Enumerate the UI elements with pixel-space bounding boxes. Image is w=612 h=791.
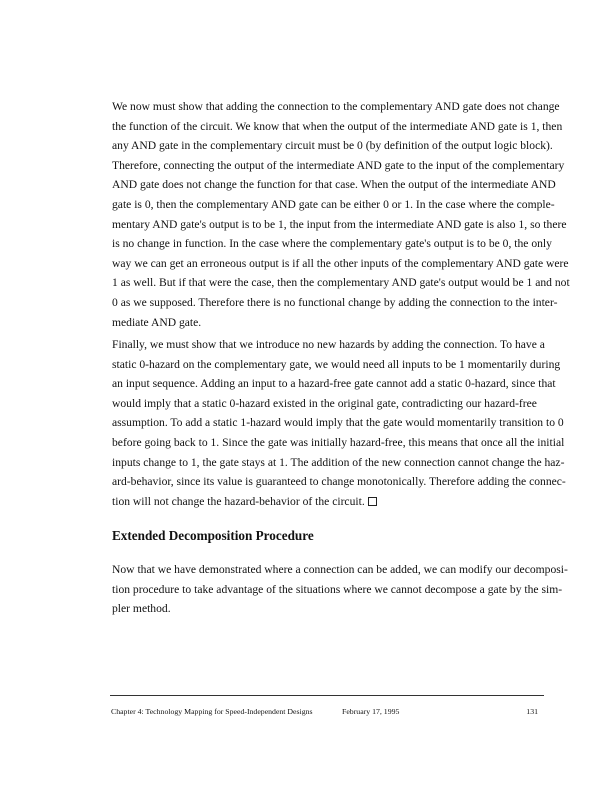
text-line-content: would imply that a static 0-hazard existed in the original gate, contradicting our hazard-free bbox=[112, 396, 537, 410]
text-line-content: Now that we have demonstrated where a connection can be added, we can modify our decomposi- bbox=[112, 563, 568, 576]
text-line bbox=[112, 338, 545, 352]
text-line bbox=[112, 237, 552, 251]
text-line-content: the function of the circuit. We know that when the output of the intermediate AND gate is 1, then bbox=[112, 119, 563, 133]
text-line bbox=[112, 119, 563, 134]
page-number: 131 bbox=[526, 707, 538, 716]
text-line bbox=[112, 396, 537, 411]
text-line bbox=[112, 563, 568, 577]
section-heading: Extended Decomposition Procedure bbox=[112, 528, 314, 543]
text-line bbox=[112, 475, 566, 489]
text-line bbox=[112, 217, 567, 232]
text-line bbox=[112, 198, 555, 212]
text-line-content: mentary AND gate's output is to be 1, the input from the intermediate AND gate is also 1, so there bbox=[112, 217, 567, 231]
text-line bbox=[112, 582, 563, 597]
text-line bbox=[112, 495, 534, 509]
text-line-content: ard-behavior, since its value is guaranteed to change monotonically. Therefore adding the connec- bbox=[112, 475, 566, 489]
text-line-content: inputs change to 1, the gate stays at 1. The addition of the new connection cannot change the haz- bbox=[112, 455, 565, 469]
text-line bbox=[112, 256, 569, 271]
text-line bbox=[112, 455, 565, 470]
end-of-proof-icon bbox=[368, 497, 377, 506]
text-line bbox=[112, 436, 565, 450]
text-line-content: gate is 0, then the complementary AND gate can be either 0 or 1. In the case where the comple- bbox=[112, 198, 555, 211]
text-line-content: 1 as well. But if that were the case, then the complementary AND gate's output would be 1 and not bbox=[112, 276, 570, 290]
text-line-content: mediate AND gate. bbox=[112, 315, 202, 329]
footer-chapter: Chapter 4: Technology Mapping for Speed-Independent Designs bbox=[111, 707, 313, 716]
text-line-content: tion procedure to take advantage of the situations where we cannot decompose a gate by the sim- bbox=[112, 582, 563, 596]
text-line bbox=[112, 178, 556, 192]
footer-rule bbox=[110, 695, 544, 696]
text-line-content: pler method. bbox=[112, 602, 171, 616]
text-line-content: 0 as we supposed. Therefore there is no functional change by adding the connection to the inter- bbox=[112, 296, 558, 309]
text-line-content: way we can get an erroneous output is if all the other inputs of the complementary AND gate were bbox=[112, 256, 569, 270]
text-line bbox=[112, 100, 560, 114]
text-line bbox=[112, 357, 561, 372]
text-line-content: static 0-hazard on the complementary gate, we would need all inputs to be 1 momentarily during bbox=[112, 357, 561, 371]
text-line bbox=[112, 316, 534, 330]
text-line bbox=[112, 296, 558, 310]
text-line-content: before going back to 1. Since the gate was initially hazard-free, this means that once all the initial bbox=[112, 436, 565, 449]
text-line-content: is no change in function. In the case where the complementary gate's output is to be 0, the only bbox=[112, 237, 552, 251]
text-line-content: Therefore, connecting the output of the intermediate AND gate to the input of the complementary bbox=[112, 158, 565, 172]
text-line-content: an input sequence. Adding an input to a hazard-free gate cannot add a static 0-hazard, since that bbox=[112, 377, 556, 391]
text-line-content: AND gate does not change the function for that case. When the output of the intermediate AND bbox=[112, 178, 556, 192]
text-line bbox=[112, 602, 534, 616]
text-line bbox=[112, 139, 553, 153]
text-line-content: assumption. To add a static 1-hazard would imply that the gate would momentarily transition to 0 bbox=[112, 416, 564, 430]
text-line-content: tion will not change the hazard-behavior of the circuit. bbox=[112, 494, 365, 508]
footer-date: February 17, 1995 bbox=[342, 707, 400, 716]
text-line-content: We now must show that adding the connection to the complementary AND gate does not change bbox=[112, 100, 560, 113]
text-line bbox=[112, 377, 556, 391]
text-line-content: Finally, we must show that we introduce no new hazards by adding the connection. To have a bbox=[112, 338, 545, 351]
text-line bbox=[112, 276, 570, 290]
text-line bbox=[112, 158, 565, 173]
text-line-content: any AND gate in the complementary circuit must be 0 (by definition of the output logic block). bbox=[112, 139, 553, 153]
text-line bbox=[112, 416, 564, 430]
